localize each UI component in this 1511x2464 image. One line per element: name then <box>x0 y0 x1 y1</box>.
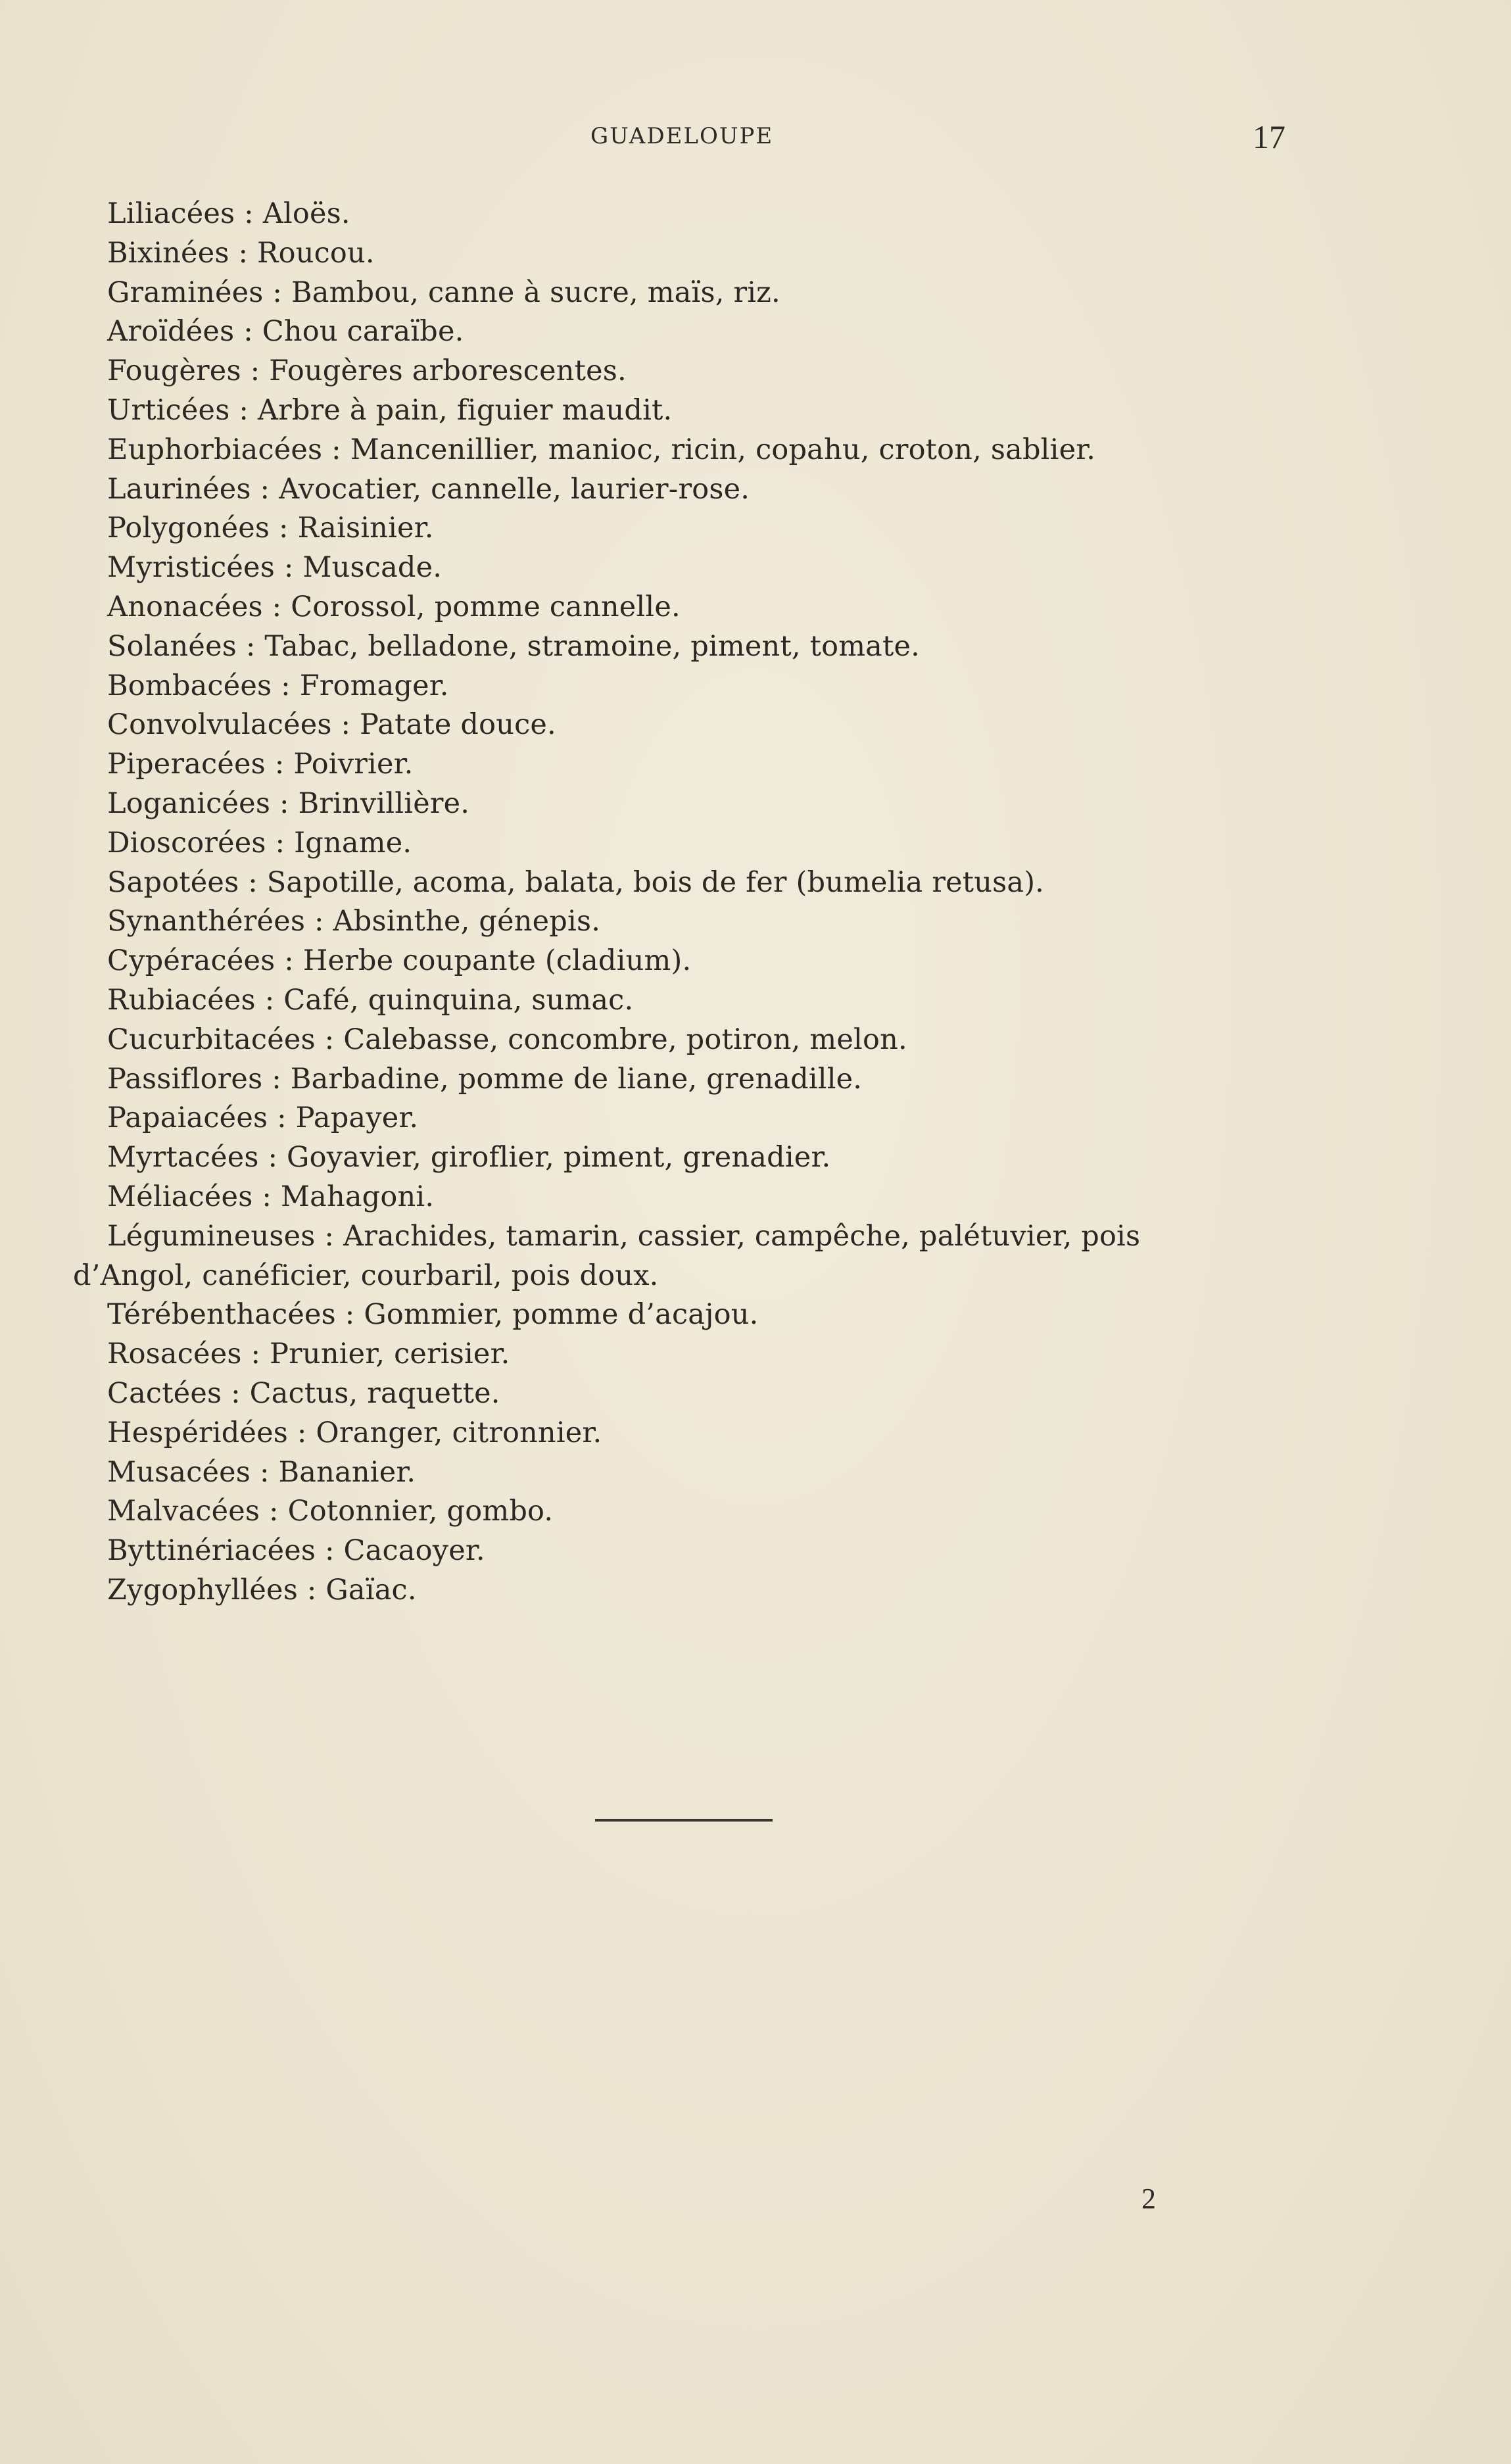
list-item: Euphorbiacées : Mancenillier, manioc, ricin, copahu, croton, sablier. <box>107 433 1096 466</box>
list-item: Solanées : Tabac, belladone, stramoine, piment, tomate. <box>107 629 920 663</box>
list-item: Liliacées : Aloës. <box>107 197 350 230</box>
list-item: Bixinées : Roucou. <box>107 236 375 270</box>
list-item: Synanthérées : Absinthe, génepis. <box>107 905 601 938</box>
list-item: Graminées : Bambou, canne à sucre, maïs, riz. <box>107 276 780 309</box>
list-item: Piperacées : Poivrier. <box>107 748 414 781</box>
list-item: Sapotées : Sapotille, acoma, balata, bois de fer (bumelia retusa). <box>107 865 1045 899</box>
section-divider <box>595 1819 773 1822</box>
list-item: Térébenthacées : Gommier, pomme d’acajou. <box>107 1298 759 1332</box>
wrapped-entry-line-2: d’Angol, canéficier, courbaril, pois doux. <box>73 1259 659 1292</box>
list-item: Méliacées : Mahagoni. <box>107 1180 435 1213</box>
list-item: Hespéridées : Oranger, citronnier. <box>107 1416 602 1449</box>
list-item: Rosacées : Prunier, cerisier. <box>107 1338 510 1371</box>
list-item: Convolvulacées : Patate douce. <box>107 708 556 742</box>
list-item: Cactées : Cactus, raquette. <box>107 1376 500 1410</box>
running-head <box>0 118 1511 156</box>
list-item-wrapped <box>73 1217 1291 1296</box>
list-item: Passiflores : Barbadine, pomme de liane, grenadille. <box>107 1062 863 1096</box>
list-item: Anonacées : Corossol, pomme cannelle. <box>107 590 681 623</box>
list-item: Loganicées : Brinvillière. <box>107 786 470 820</box>
list-item: Papaiacées : Papayer. <box>107 1101 419 1135</box>
list-item: Fougères : Fougères arborescentes. <box>107 354 627 388</box>
page-number: 17 <box>1253 118 1285 155</box>
list-item: Cucurbitacées : Calebasse, concombre, potiron, melon. <box>107 1023 907 1056</box>
list-item: Zygophyllées : Gaïac. <box>107 1573 417 1606</box>
list-item: Laurinées : Avocatier, cannelle, laurier-rose. <box>107 472 750 506</box>
wrapped-entry-line-1: Légumineuses : Arachides, tamarin, cassier, campêche, palétuvier, pois <box>107 1219 1141 1253</box>
plant-family-list <box>73 195 1291 1610</box>
list-item: Rubiacées : Café, quinquina, sumac. <box>107 983 634 1017</box>
running-title: GUADELOUPE <box>590 123 774 149</box>
list-item: Byttinériacées : Cacaoyer. <box>107 1534 485 1568</box>
list-item: Urticées : Arbre à pain, figuier maudit. <box>107 393 673 427</box>
list-item: Dioscorées : Igname. <box>107 826 412 859</box>
list-item: Bombacées : Fromager. <box>107 669 449 702</box>
list-item: Cypéracées : Herbe coupante (cladium). <box>107 944 692 978</box>
list-item: Myrtacées : Goyavier, giroflier, piment, grenadier. <box>107 1141 831 1174</box>
list-item: Musacées : Bananier. <box>107 1455 416 1489</box>
list-item: Myristicées : Muscade. <box>107 551 443 585</box>
list-item: Aroïdées : Chou caraïbe. <box>107 315 464 349</box>
list-item: Polygonées : Raisinier. <box>107 512 434 545</box>
signature-mark: 2 <box>1141 2183 1156 2215</box>
list-item: Malvacées : Cotonnier, gombo. <box>107 1495 554 1528</box>
